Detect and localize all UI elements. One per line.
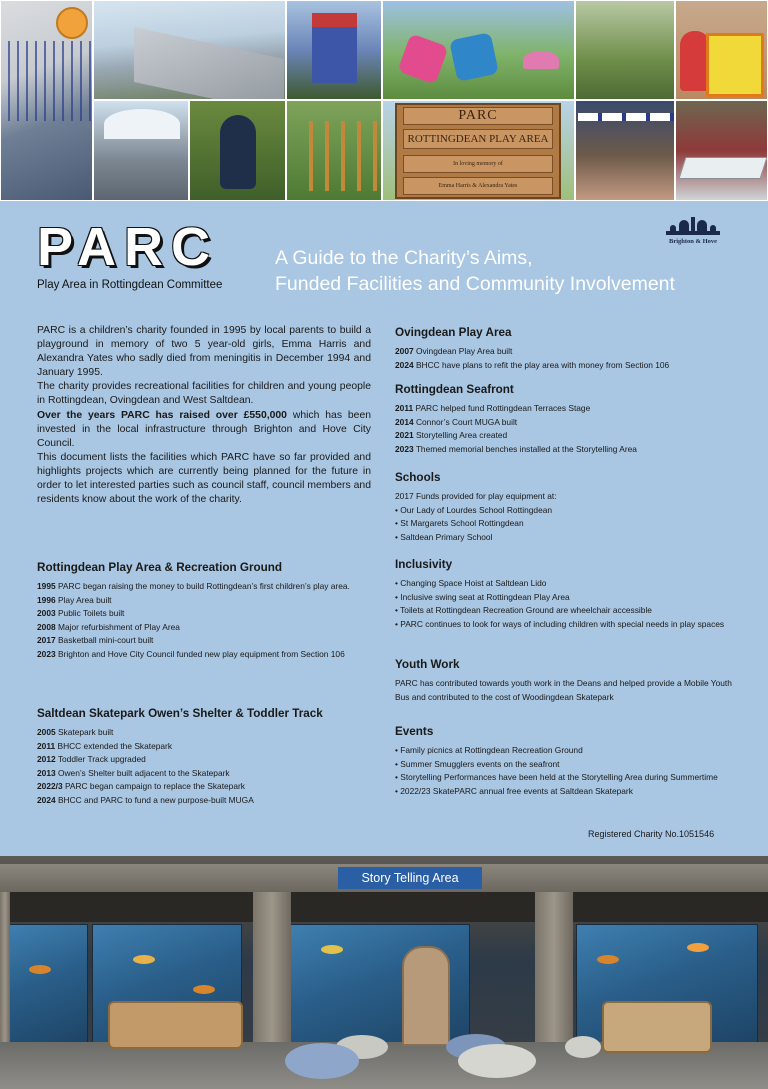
list-item: • Storytelling Performances have been held at the Storytelling Area during Summertime <box>395 772 718 783</box>
shelter-ceiling <box>0 892 768 922</box>
section-rottingdean-play-area <box>37 561 367 662</box>
list-item: • Summer Smugglers events on the seafront <box>395 758 560 769</box>
list-item: 2003 Public Toilets built <box>37 608 125 619</box>
photo-table-tennis <box>675 100 768 201</box>
section-inclusivity <box>395 558 735 631</box>
title-line-2: Funded Facilities and Community Involvement <box>275 273 675 295</box>
photo-collage <box>0 0 768 201</box>
photo-play-equipment <box>382 0 575 100</box>
list-item: • Changing Space Hoist at Saltdean Lido <box>395 578 547 588</box>
photo-skatepark <box>93 0 286 100</box>
sign-line-2: ROTTINGDEAN PLAY AREA <box>403 129 553 149</box>
intro-paragraph-2: The charity provides recreational facilities for children and young people in Rottingdean, Ovingdean and West Saltdean. <box>37 381 371 407</box>
council-logo <box>660 217 726 245</box>
logo-subtitle: Play Area in Rottingdean Committee <box>37 279 223 291</box>
wooden-sign <box>395 103 561 199</box>
section-events <box>395 725 735 798</box>
section-title: Schools <box>395 471 441 484</box>
list-item: 2008 Major refurbishment of Play Area <box>37 621 180 632</box>
list-item: 2011 BHCC extended the Skatepark <box>37 740 173 751</box>
schools-intro: 2017 Funds provided for play equipment at: <box>395 491 557 501</box>
story-telling-sign: Story Telling Area <box>338 867 482 889</box>
list-item: 2005 Skatepark built <box>37 727 114 737</box>
photo-memorial-sign <box>382 100 575 201</box>
charity-number: Registered Charity No.1051546 <box>588 829 715 839</box>
intro-paragraph-1: PARC is a children’s charity founded in 1995 by local parents to build a playground in memory of two 5 year-old girls, Emma Harris and Alexandra Yates who sadly died from meningitis in December 1994 and January 1995. <box>37 325 371 379</box>
section-title: Events <box>395 725 434 738</box>
stone-seat <box>285 1043 359 1079</box>
photo-swing <box>189 100 286 201</box>
list-item: 2021 Storytelling Area created <box>395 430 508 441</box>
stone-seat <box>458 1044 536 1078</box>
parc-logo <box>37 217 223 291</box>
council-name: Brighton & Hove <box>668 238 718 245</box>
list-item: 2023 Themed memorial benches installed at the Storytelling Area <box>395 443 637 454</box>
photo-spinner <box>93 100 189 201</box>
list-item: 2022/3 PARC began campaign to replace the Skatepark <box>37 781 245 792</box>
section-title: Saltdean Skatepark Owen’s Shelter & Toddler Track <box>37 707 323 720</box>
photo-storytelling-area <box>0 856 768 1089</box>
list-item: 2007 Ovingdean Play Area built <box>395 346 513 356</box>
list-item: 2024 BHCC and PARC to fund a new purpose-built MUGA <box>37 794 254 805</box>
section-youth-work <box>395 658 735 704</box>
intro-highlight: Over the years PARC has raised over £550,000 <box>37 409 287 421</box>
section-saltdean-skatepark <box>37 707 367 808</box>
intro-paragraph-4: This document lists the facilities which PARC have so far provided and highlights projects which are currently being planned for the future in order to let interested parties such as council staff, council members and residents know about the work of the charity. <box>37 451 371 506</box>
pavilion-icon <box>666 217 720 235</box>
section-seafront <box>395 383 735 456</box>
photo-school-board <box>675 0 768 100</box>
list-item: 2014 Connor’s Court MUGA built <box>395 416 518 427</box>
list-item: 2023 Brighton and Hove City Council funded new play equipment from Section 106 <box>37 648 345 659</box>
photo-balance-trail <box>286 100 382 201</box>
section-ovingdean <box>395 326 735 372</box>
section-title: Youth Work <box>395 658 460 671</box>
page-title <box>275 245 675 297</box>
list-item: 2024 BHCC have plans to refit the play area with money from Section 106 <box>395 359 670 370</box>
wooden-bench-left <box>108 1001 243 1049</box>
list-item: 2013 Owen’s Shelter built adjacent to the Skatepark <box>37 767 230 778</box>
photo-basketball-court <box>0 0 93 201</box>
title-line-1: A Guide to the Charity’s Aims, <box>275 247 533 269</box>
stone-seat <box>565 1036 601 1058</box>
intro-paragraph-3 <box>37 409 371 451</box>
list-item: 2012 Toddler Track upgraded <box>37 754 146 765</box>
list-item: • Toilets at Rottingdean Recreation Ground are wheelchair accessible <box>395 605 652 616</box>
list-item: • 2022/23 SkatePARC annual free events at Saltdean Skatepark <box>395 785 633 796</box>
photo-audience <box>575 100 675 201</box>
logo-word: PARC <box>37 217 219 277</box>
list-item: 2017 Basketball mini-court built <box>37 635 154 646</box>
list-item: • Saltdean Primary School <box>395 531 493 542</box>
wooden-bench-right <box>602 1001 712 1053</box>
intro-paragraph-3-rest: which has been invested in the local infrastructure through Brighton and Hove City Council. <box>37 409 371 449</box>
intro-text <box>37 324 371 507</box>
section-title: Rottingdean Seafront <box>395 383 514 396</box>
list-item: • Our Lady of Lourdes School Rottingdean <box>395 504 553 515</box>
section-title: Inclusivity <box>395 558 453 571</box>
list-item: 1996 Play Area built <box>37 594 112 605</box>
sign-line-4: Emma Harris & Alexandra Yates <box>403 177 553 195</box>
storyteller-chair <box>402 946 450 1046</box>
list-item: 2011 PARC helped fund Rottingdean Terraces Stage <box>395 403 591 413</box>
section-schools <box>395 471 735 544</box>
mural-panel <box>8 924 88 1044</box>
list-item: • PARC continues to look for ways of including children with special needs in play spaces <box>395 618 725 629</box>
photo-children-playing <box>575 0 675 100</box>
list-item: 1995 PARC began raising the money to build Rottingdean’s first children’s play area. <box>37 581 350 591</box>
section-title: Rottingdean Play Area & Recreation Ground <box>37 561 283 574</box>
sign-line-3: In loving memory of <box>403 155 553 173</box>
list-item: • Inclusive swing seat at Rottingdean Play Area <box>395 591 570 602</box>
list-item: • Family picnics at Rottingdean Recreation Ground <box>395 745 583 755</box>
list-item: • St Margarets School Rottingdean <box>395 518 524 529</box>
sign-line-1: PARC <box>403 107 553 125</box>
section-title: Ovingdean Play Area <box>395 326 512 339</box>
youth-text: PARC has contributed towards youth work in the Deans and helped provide a Mobile Youth Bus and contributed to the cost of Woodingdean Skatepark <box>395 678 732 702</box>
photo-climbing-frame <box>286 0 382 100</box>
